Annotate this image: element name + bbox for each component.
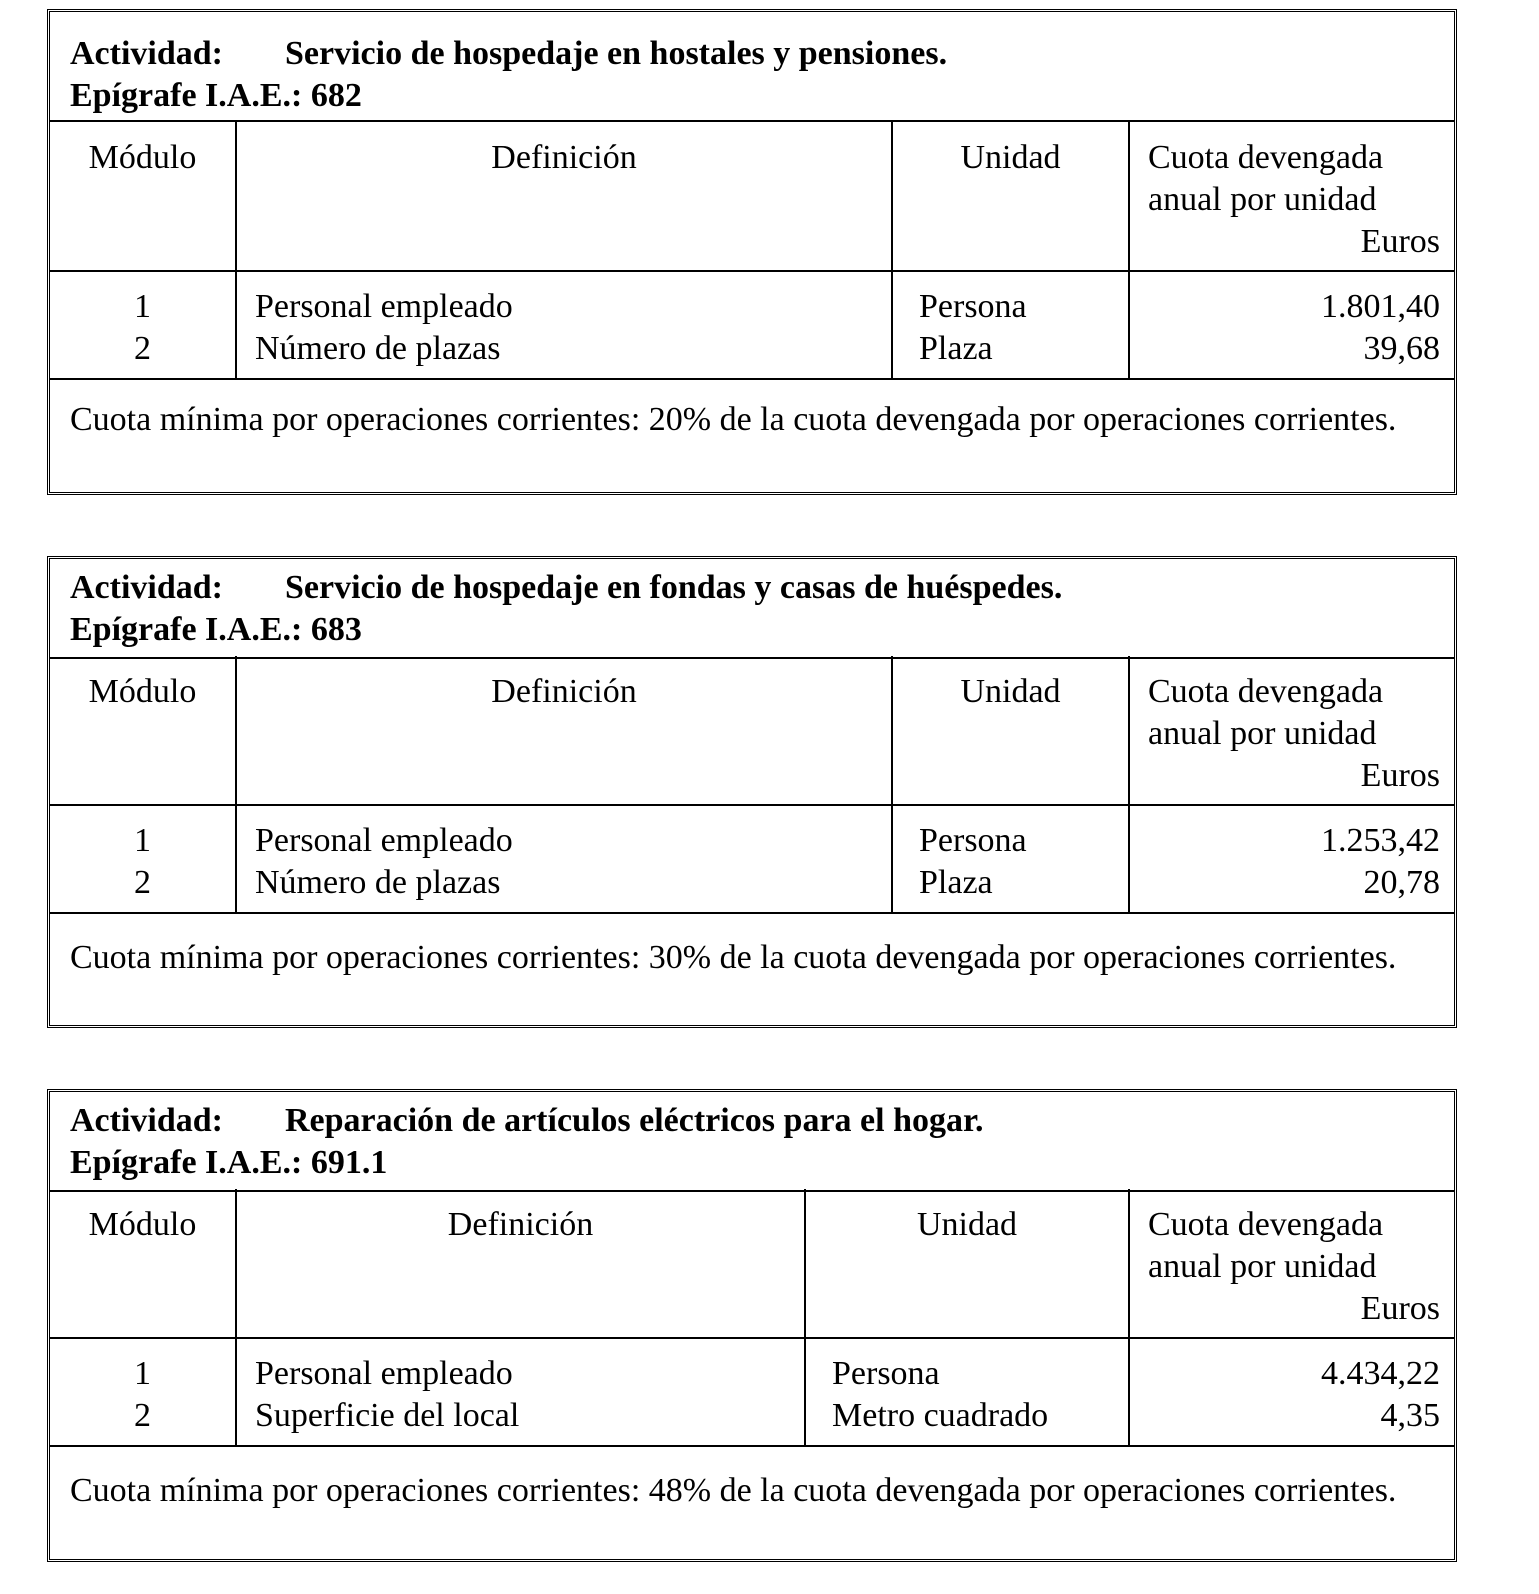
activity-table-682 [47,9,1457,495]
activity-header [50,1092,1454,1192]
col-header-unidad: Unidad [960,139,1061,176]
row-unidad: Plaza [919,330,993,367]
row-unidad: Persona [832,1355,940,1392]
cuota-minima-note: Cuota mínima por operaciones corrientes: 20% de la cuota devengada por operaciones corrientes. [70,401,1397,438]
epigrafe-code: 691.1 [310,1144,388,1181]
row-modulo: 1 [134,1355,151,1392]
column-divider [891,122,893,380]
row-cuota: 4.434,22 [1321,1355,1440,1392]
col-header-modulo: Módulo [88,673,197,710]
cuota-minima-note: Cuota mínima por operaciones corrientes: 48% de la cuota devengada por operaciones corrientes. [70,1472,1397,1509]
activity-table-683 [47,556,1457,1028]
row-cuota: 4,35 [1380,1397,1440,1434]
col-header-cuota: Cuota devengada anual por unidad Euros [1148,139,1440,260]
column-divider [1128,656,1130,914]
column-divider [235,1189,237,1447]
row-modulo: 2 [134,330,151,367]
cuota-minima-note: Cuota mínima por operaciones corrientes: 30% de la cuota devengada por operaciones corrientes. [70,939,1397,976]
column-header-row [50,1189,1454,1339]
row-modulo: 1 [134,288,151,325]
row-definicion: Número de plazas [255,330,501,367]
column-divider [235,656,237,914]
row-unidad: Plaza [919,864,993,901]
row-definicion: Número de plazas [255,864,501,901]
column-divider [804,1189,806,1447]
actividad-title: Reparación de artículos eléctricos para el hogar. [285,1102,984,1139]
data-rows [50,1339,1454,1447]
epigrafe-label: Epígrafe I.A.E.: [70,1144,303,1181]
activity-header [50,12,1454,122]
row-cuota: 20,78 [1363,864,1440,901]
row-unidad: Persona [919,822,1027,859]
epigrafe-code: 682 [310,77,362,114]
row-definicion: Personal empleado [255,1355,513,1392]
column-header-row [50,656,1454,806]
column-divider [1128,1189,1130,1447]
column-divider [235,122,237,380]
row-definicion: Personal empleado [255,288,513,325]
row-cuota: 1.253,42 [1321,822,1440,859]
row-modulo: 2 [134,1397,151,1434]
data-rows [50,272,1454,380]
col-header-definicion: Definición [491,139,637,176]
row-modulo: 1 [134,822,151,859]
col-header-definicion: Definición [447,1206,594,1243]
actividad-title: Servicio de hospedaje en fondas y casas de huéspedes. [285,569,1063,606]
row-cuota: 39,68 [1363,330,1440,367]
actividad-label: Actividad: [70,569,223,606]
data-rows [50,806,1454,914]
activity-table-691-1 [47,1089,1457,1562]
col-header-cuota: Cuota devengada anual por unidad Euros [1148,1206,1440,1327]
epigrafe-code: 683 [310,611,362,648]
epigrafe-label: Epígrafe I.A.E.: [70,611,303,648]
col-header-cuota: Cuota devengada anual por unidad Euros [1148,673,1440,794]
col-header-modulo: Módulo [88,139,197,176]
column-divider [891,656,893,914]
row-unidad: Metro cuadrado [832,1397,1049,1434]
col-header-definicion: Definición [491,673,637,710]
row-definicion: Personal empleado [255,822,513,859]
row-unidad: Persona [919,288,1027,325]
epigrafe-label: Epígrafe I.A.E.: [70,77,303,114]
col-header-modulo: Módulo [88,1206,197,1243]
actividad-label: Actividad: [70,1102,223,1139]
row-cuota: 1.801,40 [1321,288,1440,325]
actividad-label: Actividad: [70,35,223,72]
actividad-title: Servicio de hospedaje en hostales y pensiones. [285,35,948,72]
column-divider [1128,122,1130,380]
row-modulo: 2 [134,864,151,901]
col-header-unidad: Unidad [960,673,1061,710]
activity-header [50,559,1454,659]
col-header-unidad: Unidad [916,1206,1018,1243]
column-header-row [50,122,1454,272]
row-definicion: Superficie del local [255,1397,520,1434]
